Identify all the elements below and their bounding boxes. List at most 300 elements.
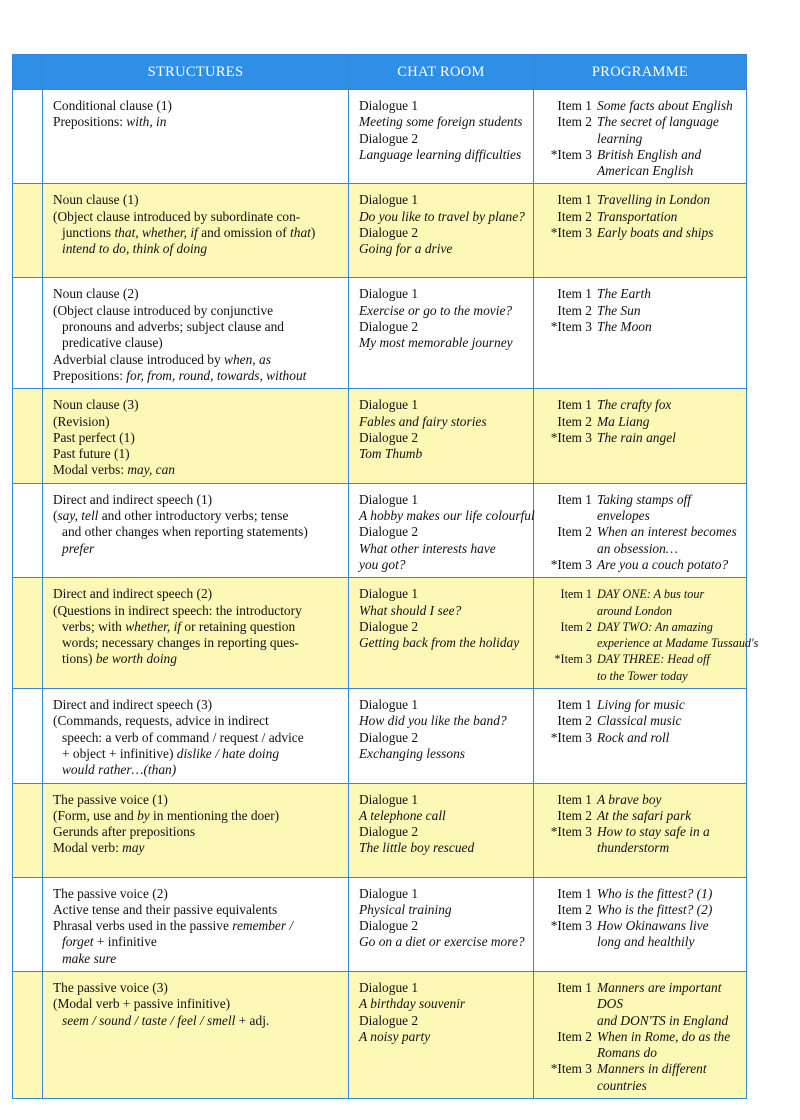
chat-room-cell — [349, 971, 534, 1098]
structures-cell — [43, 184, 349, 278]
dialogue-title: A birthday souvenir — [359, 996, 466, 1012]
structure-text: dislike / hate doing — [176, 745, 280, 761]
dialogue-label: Dialogue 1 — [359, 286, 419, 302]
programme-content — [534, 389, 746, 450]
programme-item-label: *Item 3 — [550, 1061, 592, 1077]
programme-item-label: Item 2 — [557, 713, 592, 729]
programme-item-label: Item 1 — [557, 979, 592, 995]
structure-text: Past perfect (1) — [53, 429, 135, 445]
row-margin-cell — [13, 184, 43, 278]
structure-line — [53, 586, 342, 602]
dialogue-title: Meeting some foreign students — [359, 114, 523, 130]
programme-item-title: DAY TWO: An amazing — [597, 619, 713, 634]
structure-line — [53, 319, 342, 335]
programme-item — [546, 902, 740, 918]
programme-item-title: The secret of language — [597, 114, 719, 130]
dialogue-label: Dialogue 1 — [359, 791, 419, 807]
structures-content — [43, 972, 348, 1033]
programme-item-title: The Earth — [597, 286, 651, 302]
programme-item-title: Who is the fittest? (1) — [597, 885, 713, 901]
programme-item-title: The rain angel — [597, 429, 676, 445]
structure-text: junctions — [62, 225, 115, 241]
structure-line — [53, 368, 342, 384]
programme-item-title-cont: to the Tower today — [597, 668, 688, 683]
programme-cell — [534, 689, 747, 783]
programme-item-label: Item 2 — [560, 619, 592, 634]
structures-content — [43, 184, 348, 261]
programme-item-label: Item 2 — [557, 413, 592, 429]
structure-line — [53, 951, 342, 967]
structure-line — [53, 746, 342, 762]
structure-line — [53, 430, 342, 446]
structure-text: or retaining question — [181, 618, 296, 634]
dialogue-label: Dialogue 1 — [359, 98, 419, 113]
structure-text: ) — [310, 225, 316, 241]
programme-content — [534, 972, 746, 1098]
table-row — [13, 278, 747, 389]
dialogue-label: Dialogue 2 — [359, 1012, 419, 1028]
programme-item — [546, 114, 740, 130]
structure-line — [53, 286, 342, 302]
programme-item-label: Item 1 — [560, 587, 592, 602]
structure-text: with, in — [126, 114, 167, 130]
programme-item-title: The crafty fox — [597, 397, 672, 413]
row-margin-cell — [13, 971, 43, 1098]
programme-cell — [534, 578, 759, 689]
programme-item — [546, 192, 740, 208]
programme-content — [534, 784, 746, 861]
programme-item — [546, 713, 740, 729]
structure-text: speech: a verb of command / request / advice — [62, 729, 304, 745]
programme-item-label: Item 2 — [557, 302, 592, 318]
structures-content — [43, 90, 348, 135]
programme-item-title: DAY ONE: A bus tour — [597, 587, 705, 602]
programme-item-label: *Item 3 — [550, 429, 592, 445]
chat-room-content — [349, 90, 533, 167]
structure-line — [53, 303, 342, 319]
structure-line — [53, 508, 342, 524]
programme-item-label: Item 2 — [557, 807, 592, 823]
dialogue-title: What should I see? — [359, 602, 462, 618]
structure-line — [53, 840, 342, 856]
structure-text: (Modal verb + passive infinitive) — [53, 996, 231, 1012]
programme-item — [546, 824, 740, 840]
programme-content — [534, 484, 746, 577]
structures-content — [43, 278, 348, 388]
dialogue-title: Fables and fairy stories — [359, 413, 487, 429]
chat-room-cell — [349, 389, 534, 483]
programme-item — [546, 603, 740, 619]
programme-item — [546, 1045, 740, 1061]
programme-item-label: Item 2 — [557, 524, 592, 540]
programme-item-label: Item 1 — [557, 791, 592, 807]
programme-item-title: Are you a couch potato? — [597, 556, 729, 572]
structures-content — [43, 689, 348, 782]
dialogue-title: Going for a drive — [359, 241, 453, 257]
programme-cell — [534, 389, 747, 483]
chat-room-content — [349, 972, 533, 1049]
structures-cell — [43, 483, 349, 577]
programme-item-title: When in Rome, do as the — [597, 1028, 731, 1044]
programme-item-title: Living for music — [597, 697, 685, 713]
programme-item-title: Who is the fittest? (2) — [597, 901, 713, 917]
structure-text: Modal verb: — [53, 840, 123, 856]
row-margin-cell — [13, 90, 43, 184]
programme-item-label: Item 1 — [557, 885, 592, 901]
structure-line — [53, 792, 342, 808]
programme-content — [534, 278, 746, 339]
programme-item — [546, 430, 740, 446]
structure-text: prefer — [62, 540, 95, 556]
dialogue-title: Exercise or go to the movie? — [359, 302, 513, 318]
header-structures: STRUCTURES — [43, 55, 349, 90]
programme-item — [546, 414, 740, 430]
structure-line — [53, 241, 342, 257]
dialogue-label: Dialogue 1 — [359, 491, 419, 507]
programme-item — [546, 303, 740, 319]
programme-item-title: Travelling in London — [597, 192, 711, 208]
programme-item — [546, 163, 740, 179]
structure-text: by — [137, 807, 150, 823]
structures-cell — [43, 578, 349, 689]
dialogue-label: Dialogue 1 — [359, 192, 419, 208]
programme-content — [534, 184, 746, 245]
dialogue-title: Getting back from the holiday — [359, 635, 520, 651]
structure-text: predicative clause) — [62, 335, 163, 351]
structure-text: + object + infinitive) — [62, 745, 177, 761]
structure-text: for, from, round, towards, without — [126, 367, 307, 383]
dialogue-title: A telephone call — [359, 807, 446, 823]
programme-item-title: At the safari park — [597, 807, 692, 823]
structure-line — [53, 730, 342, 746]
dialogue-label: Dialogue 2 — [359, 918, 419, 934]
programme-item — [546, 886, 740, 902]
structure-text: (Form, use and — [53, 807, 138, 823]
dialogue-label: Dialogue 1 — [359, 397, 419, 413]
programme-item — [546, 98, 740, 114]
programme-item-label: Item 2 — [557, 1028, 592, 1044]
programme-item — [546, 286, 740, 302]
row-margin-cell — [13, 689, 43, 783]
structure-text: Direct and indirect speech (2) — [53, 586, 213, 602]
structure-text: and other introductory verbs; tense — [98, 508, 289, 524]
dialogue-title: A noisy party — [359, 1028, 431, 1044]
structure-text: Modal verbs: — [53, 462, 128, 478]
structure-line — [53, 541, 342, 557]
programme-cell — [534, 877, 747, 971]
structure-text: in mentioning the doer) — [149, 807, 280, 823]
structures-cell — [43, 389, 349, 483]
table-row — [13, 184, 747, 278]
programme-item-label: Item 2 — [557, 208, 592, 224]
programme-content — [534, 878, 746, 955]
structure-text: Prepositions: — [53, 114, 127, 130]
programme-item-title: Transportation — [597, 208, 678, 224]
structure-line — [53, 762, 342, 778]
programme-cell — [534, 90, 747, 184]
programme-item-title: Manners in different countries — [597, 1061, 707, 1093]
programme-item — [546, 808, 740, 824]
structure-text: that — [290, 225, 311, 241]
structure-text: (Questions in indirect speech: the introductory — [53, 602, 302, 618]
structure-line — [53, 209, 342, 225]
structure-line — [53, 114, 342, 130]
chat-room-cell — [349, 90, 534, 184]
structure-text: (Object clause introduced by conjunctive — [53, 302, 274, 318]
structures-cell — [43, 90, 349, 184]
chat-room-content — [349, 484, 533, 577]
programme-cell — [534, 184, 747, 278]
structure-line — [53, 1013, 342, 1029]
programme-item-title: A brave boy — [597, 791, 662, 807]
structure-text: Past future (1) — [53, 446, 130, 462]
row-margin-cell — [13, 278, 43, 389]
dialogue-title: Exchanging lessons — [359, 745, 465, 761]
chat-room-content — [349, 184, 533, 261]
structure-text: say, tell — [57, 508, 99, 524]
dialogue-label: Dialogue 1 — [359, 885, 419, 901]
header-row — [13, 55, 747, 90]
structure-text: Adverbial clause introduced by — [53, 351, 225, 367]
programme-item-title-cont: long and healthily — [597, 934, 695, 950]
programme-item-label: *Item 3 — [550, 556, 592, 572]
row-margin-cell — [13, 783, 43, 877]
programme-item-title-cont: envelopes — [597, 508, 650, 524]
structure-line — [53, 651, 342, 667]
syllabus-table — [12, 54, 759, 1099]
structure-text: tions) — [62, 651, 96, 667]
dialogue-title: The little boy rescued — [359, 840, 475, 856]
structure-text: (Revision) — [53, 413, 110, 429]
chat-room-cell — [349, 877, 534, 971]
programme-item-title: How to stay safe in a — [597, 824, 710, 840]
structure-line — [53, 397, 342, 413]
structure-line — [53, 918, 342, 934]
programme-item-title: Ma Liang — [597, 413, 650, 429]
structure-text: Gerunds after prepositions — [53, 824, 196, 840]
dialogue-label: Dialogue 2 — [359, 130, 419, 146]
structure-text: Direct and indirect speech (1) — [53, 491, 213, 507]
programme-item — [546, 697, 740, 713]
structure-text: intend to do, think of doing — [62, 241, 208, 257]
programme-item-title: Classical music — [597, 713, 682, 729]
programme-item-title-cont: around London — [597, 603, 673, 618]
structure-text: words; necessary changes in reporting ques- — [62, 635, 299, 651]
structure-line — [53, 603, 342, 619]
structure-line — [53, 619, 342, 635]
programme-item — [546, 1013, 740, 1029]
chat-room-content — [349, 278, 533, 355]
row-margin-cell — [13, 578, 43, 689]
structure-text: may — [122, 840, 145, 856]
row-margin-cell — [13, 483, 43, 577]
dialogue-title: you got? — [359, 556, 406, 572]
programme-item-label: *Item 3 — [550, 824, 592, 840]
structure-text: + adj. — [235, 1012, 270, 1028]
dialogue-label: Dialogue 1 — [359, 697, 419, 713]
programme-item-label: Item 1 — [557, 697, 592, 713]
programme-item-label: *Item 3 — [550, 146, 592, 162]
programme-item-title: The Sun — [597, 302, 641, 318]
structure-text: Noun clause (2) — [53, 286, 139, 302]
chat-room-content — [349, 784, 533, 861]
structure-text: whether, if — [125, 618, 182, 634]
structure-text: Noun clause (3) — [53, 397, 139, 413]
dialogue-title: Go on a diet or exercise more? — [359, 934, 525, 950]
structure-text: be worth doing — [95, 651, 177, 667]
structures-cell — [43, 971, 349, 1098]
structures-content — [43, 878, 348, 971]
structure-text: forget — [62, 934, 94, 950]
programme-item-title: When an interest becomes — [597, 524, 737, 540]
chat-room-content — [349, 689, 533, 766]
dialogue-label: Dialogue 2 — [359, 729, 419, 745]
programme-cell — [534, 483, 747, 577]
table-row — [13, 689, 747, 783]
structure-text: ( — [53, 508, 58, 524]
structure-text: The passive voice (1) — [53, 791, 168, 807]
table-row — [13, 483, 747, 577]
programme-item — [546, 147, 740, 163]
programme-content — [534, 578, 759, 688]
programme-cell — [534, 278, 747, 389]
programme-item-title: Some facts about English — [597, 98, 733, 113]
chat-room-cell — [349, 783, 534, 877]
structure-line — [53, 996, 342, 1012]
dialogue-title: A hobby makes our life colourful — [359, 508, 535, 524]
programme-item-title: The Moon — [597, 319, 652, 335]
dialogue-title: Physical training — [359, 901, 452, 917]
programme-item — [546, 918, 740, 934]
programme-item — [546, 1061, 740, 1094]
header-chat-room: CHAT ROOM — [349, 55, 534, 90]
programme-item — [546, 319, 740, 335]
programme-item-label: Item 1 — [557, 192, 592, 208]
table-row — [13, 783, 747, 877]
structure-line — [53, 462, 342, 478]
programme-item — [546, 651, 740, 667]
programme-item-label: *Item 3 — [550, 729, 592, 745]
dialogue-label: Dialogue 2 — [359, 824, 419, 840]
structures-content — [43, 389, 348, 482]
table-row — [13, 578, 747, 689]
structure-text: and other changes when reporting statements) — [62, 524, 308, 540]
programme-item-label: *Item 3 — [554, 652, 592, 667]
programme-item-label: Item 2 — [557, 114, 592, 130]
programme-item-label: Item 2 — [557, 901, 592, 917]
programme-item — [546, 541, 740, 557]
structure-text: Direct and indirect speech (3) — [53, 697, 213, 713]
programme-item-title: British English and — [597, 146, 702, 162]
programme-item-label: Item 1 — [557, 397, 592, 413]
dialogue-title: Tom Thumb — [359, 446, 423, 462]
programme-item-label: Item 1 — [557, 98, 592, 113]
structure-text: seem / sound / taste / feel / smell — [62, 1012, 236, 1028]
structure-line — [53, 192, 342, 208]
structure-line — [53, 446, 342, 462]
chat-room-cell — [349, 184, 534, 278]
programme-item-title-cont: and DON'TS in England — [597, 1012, 729, 1028]
table-row — [13, 389, 747, 483]
structure-text: Phrasal verbs used in the passive — [53, 918, 233, 934]
structure-line — [53, 225, 342, 241]
programme-cell — [534, 783, 747, 877]
structure-text: Prepositions: — [53, 367, 127, 383]
dialogue-title: My most memorable journey — [359, 335, 513, 351]
programme-item — [546, 225, 740, 241]
structure-line — [53, 886, 342, 902]
programme-item — [546, 586, 740, 602]
programme-item-title-cont: learning — [597, 130, 643, 146]
dialogue-title: Do you like to travel by plane? — [359, 208, 525, 224]
programme-item-title: Manners are important DOS — [597, 979, 722, 1012]
structures-content — [43, 784, 348, 861]
structure-text: and omission of — [197, 225, 291, 241]
structure-text: that, whether, if — [114, 225, 198, 241]
programme-item-title: DAY THREE: Head off — [597, 652, 710, 667]
programme-item-title: Taking stamps off — [597, 491, 692, 507]
programme-item-label: *Item 3 — [550, 225, 592, 241]
programme-item — [546, 980, 740, 1013]
structure-text: may, can — [127, 462, 175, 478]
structure-line — [53, 524, 342, 540]
programme-item — [546, 635, 759, 651]
header-blank-cell — [13, 55, 43, 90]
structure-text: The passive voice (2) — [53, 885, 168, 901]
dialogue-label: Dialogue 1 — [359, 979, 419, 995]
programme-item-title-cont: American English — [597, 163, 694, 179]
programme-item-title: How Okinawans live — [597, 918, 709, 934]
row-margin-cell — [13, 877, 43, 971]
programme-item — [546, 397, 740, 413]
structure-text: Noun clause (1) — [53, 192, 139, 208]
chat-room-content — [349, 389, 533, 466]
programme-item-title-cont: thunderstorm — [597, 840, 670, 856]
chat-room-cell — [349, 483, 534, 577]
structure-text: (Commands, requests, advice in indirect — [53, 713, 269, 729]
structure-line — [53, 352, 342, 368]
dialogue-label: Dialogue 2 — [359, 225, 419, 241]
programme-item-title: Rock and roll — [597, 729, 670, 745]
programme-item — [546, 730, 740, 746]
structure-line — [53, 824, 342, 840]
dialogue-label: Dialogue 2 — [359, 319, 419, 335]
programme-cell — [534, 971, 747, 1098]
dialogue-title: Language learning difficulties — [359, 146, 522, 162]
structure-line — [53, 808, 342, 824]
structures-cell — [43, 783, 349, 877]
structure-text: pronouns and adverbs; subject clause and — [62, 319, 284, 335]
programme-item — [546, 557, 740, 573]
programme-item-title: Early boats and ships — [597, 225, 714, 241]
structure-text: Conditional clause (1) — [53, 98, 172, 113]
structure-line — [53, 697, 342, 713]
row-margin-cell — [13, 389, 43, 483]
structure-text: Active tense and their passive equivalents — [53, 901, 278, 917]
programme-item-label: *Item 3 — [550, 918, 592, 934]
programme-item — [546, 668, 740, 684]
programme-item — [546, 934, 740, 950]
structure-line — [53, 980, 342, 996]
programme-item — [546, 524, 740, 540]
dialogue-label: Dialogue 1 — [359, 586, 419, 602]
programme-content — [534, 90, 746, 183]
structure-line — [53, 713, 342, 729]
programme-item-label: *Item 3 — [550, 319, 592, 335]
programme-item — [546, 492, 740, 508]
programme-item — [546, 840, 740, 856]
structure-text: verbs; with — [62, 618, 126, 634]
